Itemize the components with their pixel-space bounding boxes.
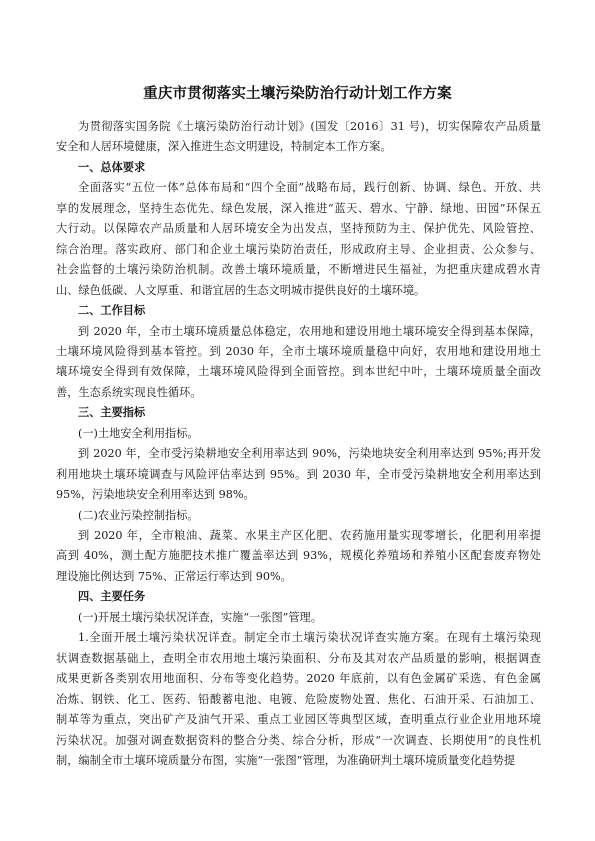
paragraph-line: 全面落实“五位一体”总体布局和“四个全面”战略布局，践行创新、协调、绿色、开放、共 bbox=[78, 181, 541, 195]
section-heading: 四、主要任务 bbox=[78, 590, 146, 604]
paragraph-line: 制，编制全市土壤环境质量分布图，实施“一张图”管理，为准确研判土壤环境质量变化趋势提 bbox=[56, 753, 515, 767]
paragraph-line: 利用地块土壤环境调查与风险评估率达到 95%。到 2030 年，全市受污染耕地安全利用率达到 bbox=[56, 467, 541, 481]
paragraph-line: 安全和人居环境健康，深入推进生态文明建设，特制定本工作方案。 bbox=[56, 140, 392, 154]
paragraph-line: 到 2020 年，全市土壤环境质量总体稳定，农用地和建设用地土壤环境安全得到基本保障， bbox=[78, 324, 541, 338]
paragraph-line: 高到 40%，测土配方施肥技术推广覆盖率达到 93%，规模化养殖场和养殖小区配套废弃物处 bbox=[56, 549, 541, 563]
paragraph-line: 到 2020 年，全市受污染耕地安全利用率达到 90%，污染地块安全利用率达到 95%;再开发 bbox=[78, 447, 541, 461]
paragraph-line: 状调查数据基础上，查明全市农用地土壤污染面积、分布及其对农产品质量的影响，根据调查 bbox=[56, 651, 541, 665]
section-heading: 一、总体要求 bbox=[78, 160, 146, 174]
paragraph-line: (一)土地安全利用指标。 bbox=[78, 426, 199, 440]
paragraph-line: 享的发展理念，坚持生态优先、绿色发展，深入推进“蓝天、碧水、宁静、绿地、田园”环保五 bbox=[56, 201, 541, 215]
paragraph-line: 为贯彻落实国务院《土壤污染防治行动计划》(国发〔2016〕31 号)，切实保障农产品质量 bbox=[78, 120, 541, 133]
paragraph-line: 壤环境安全得到有效保障，土壤环境风险得到全面管控。到本世纪中叶，土壤环境质量全面改 bbox=[56, 365, 541, 379]
paragraph-line: 1.全面开展土壤污染状况详查。制定全市土壤污染状况详查实施方案。在现有土壤污染现 bbox=[78, 631, 541, 645]
paragraph-line: 土壤环境风险得到基本管控。到 2030 年，全市土壤环境质量稳中向好，农用地和建设用地土 bbox=[56, 344, 541, 358]
paragraph-line: 制革等为重点，突出矿产及油气开采、重点工业园区等典型区域，查明重点行业企业用地环境 bbox=[56, 713, 541, 727]
paragraph-line: 大行动。以保障农产品质量和人居环境安全为出发点，坚持预防为主、保护优先、风险管控、 bbox=[56, 222, 541, 236]
paragraph-line: 善，生态系统实现良性循环。 bbox=[56, 385, 202, 399]
document-title: 重庆市贯彻落实土壤污染防治行动计划工作方案 bbox=[143, 86, 452, 102]
section-heading: 三、主要指标 bbox=[78, 406, 146, 420]
paragraph-line: 山、绿色低碳、人文厚重、和谐宜居的生态文明城市提供良好的土壤环境。 bbox=[56, 283, 426, 297]
paragraph-line: 到 2020 年，全市粮油、蔬菜、水果主产区化肥、农药施用量实现零增长，化肥利用率提 bbox=[78, 529, 541, 542]
paragraph-line: 综合治理。落实政府、部门和企业土壤污染防治责任，形成政府主导、企业担责、公众参与、 bbox=[56, 242, 541, 256]
paragraph-line: (一)开展土壤污染状况详查，实施“一张图”管理。 bbox=[78, 610, 322, 624]
paragraph-line: 冶炼、钢铁、化工、医药、铅酸蓄电池、电镀、危险废物处置、焦化、石油开采、石油加工、 bbox=[56, 692, 541, 706]
paragraph-line: 95%，污染地块安全利用率达到 98%。 bbox=[56, 488, 255, 502]
paragraph-line: (二)农业污染控制指标。 bbox=[78, 508, 199, 522]
section-heading: 二、工作目标 bbox=[78, 304, 146, 318]
paragraph-line: 社会监督的土壤污染防治机制。改善土壤环境质量，不断增进民生福祉，为把重庆建成碧水青 bbox=[56, 263, 541, 277]
paragraph-line: 污染状况。加强对调查数据资料的整合分类、综合分析，形成“一次调查、长期使用”的良性机 bbox=[56, 733, 541, 747]
paragraph-line: 成果更新各类别农用地面积、分布等变化趋势。2020 年底前，以有色金属矿采选、有色金属 bbox=[56, 672, 541, 686]
paragraph-line: 理设施比例达到 75%、正常运行率达到 90%。 bbox=[56, 569, 292, 583]
